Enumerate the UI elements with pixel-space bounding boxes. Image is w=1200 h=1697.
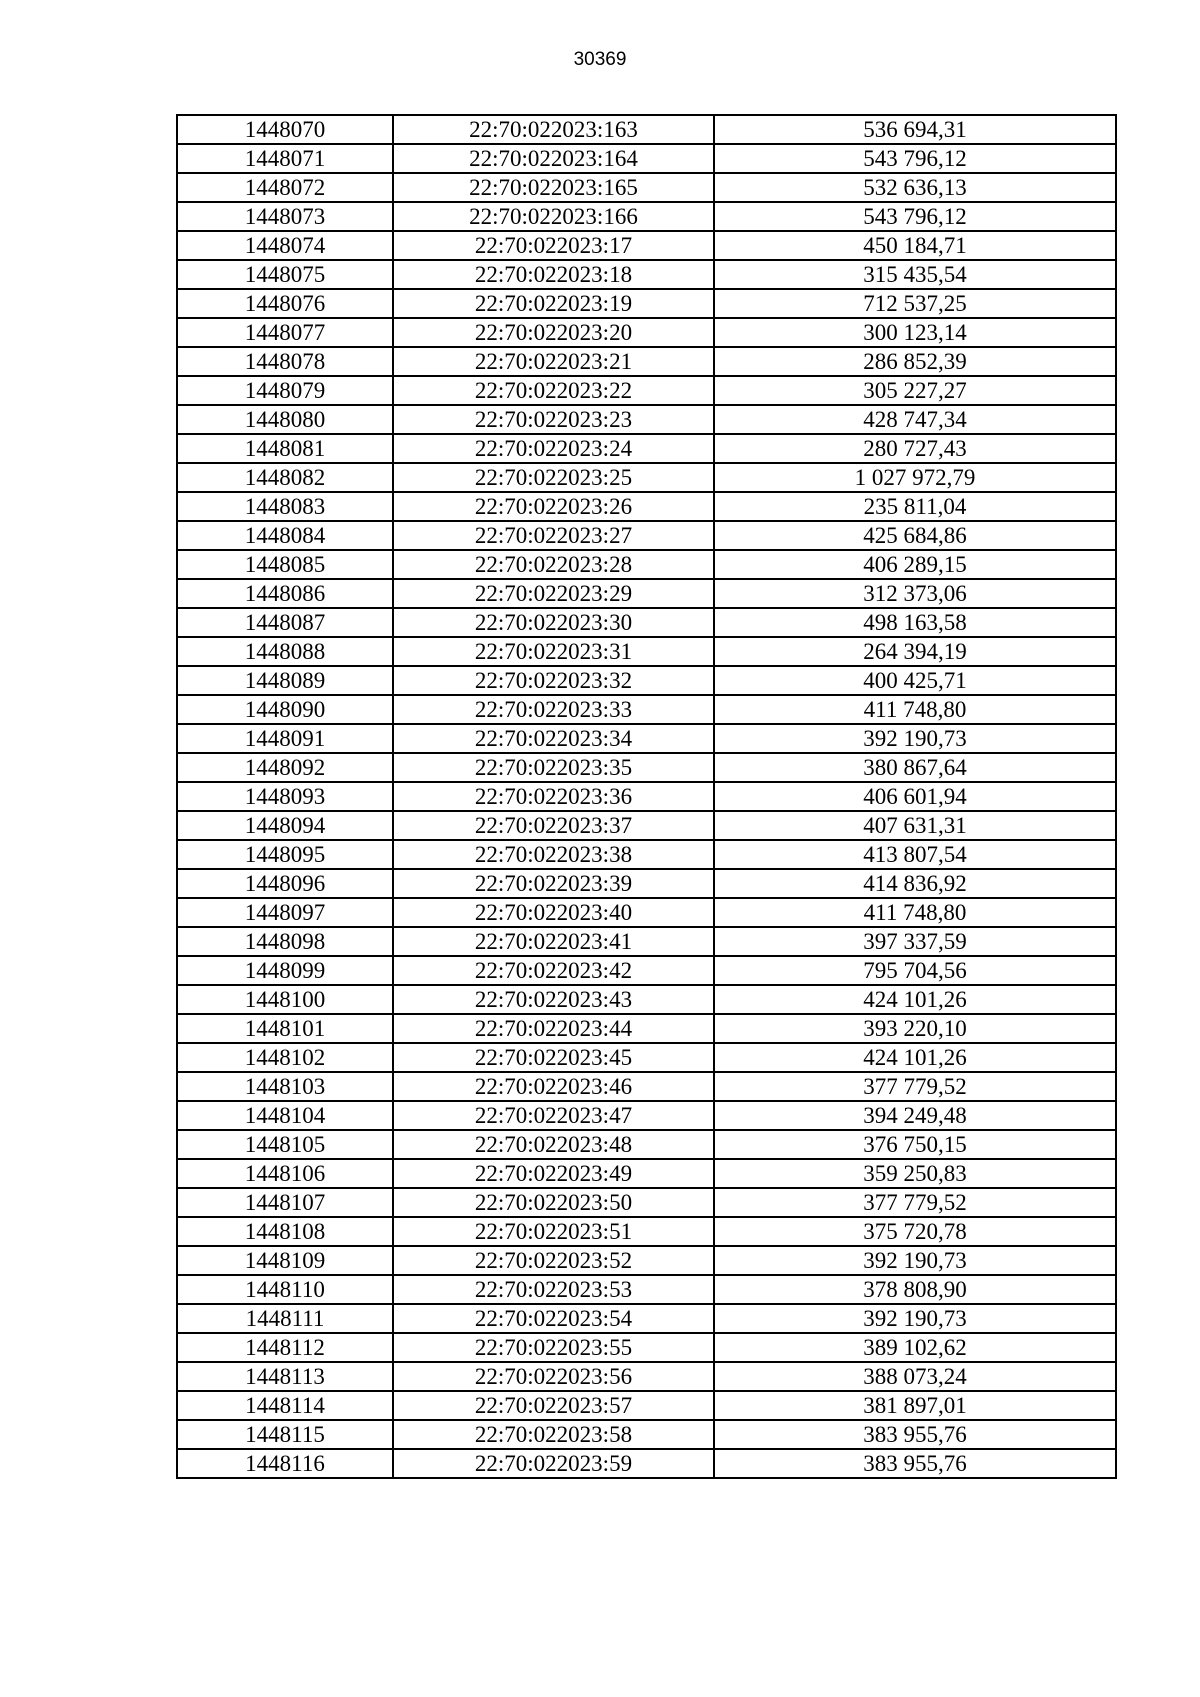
table-row [177,492,1116,521]
cadastral-number-cell: 22:70:022023:37 [393,811,714,840]
table-row [177,1246,1116,1275]
table-row [177,608,1116,637]
table-row [177,724,1116,753]
cadastral-number-cell: 22:70:022023:56 [393,1362,714,1391]
cadastral-number-cell: 22:70:022023:38 [393,840,714,869]
cadastral-number-cell: 22:70:022023:27 [393,521,714,550]
cadastral-number-cell: 22:70:022023:25 [393,463,714,492]
cadastral-value-cell: 235 811,04 [714,492,1116,521]
cadastral-number-cell: 22:70:022023:30 [393,608,714,637]
record-number-cell: 1448078 [177,347,393,376]
cadastral-value-cell: 428 747,34 [714,405,1116,434]
record-number-cell: 1448081 [177,434,393,463]
cadastral-number-cell: 22:70:022023:50 [393,1188,714,1217]
cadastral-number-cell: 22:70:022023:32 [393,666,714,695]
cadastral-number-cell: 22:70:022023:35 [393,753,714,782]
cadastral-value-cell: 1 027 972,79 [714,463,1116,492]
record-number-cell: 1448082 [177,463,393,492]
cadastral-value-cell: 377 779,52 [714,1188,1116,1217]
record-number-cell: 1448110 [177,1275,393,1304]
table-row [177,1217,1116,1246]
record-number-cell: 1448070 [177,115,393,144]
cadastral-value-cell: 392 190,73 [714,724,1116,753]
cadastral-number-cell: 22:70:022023:22 [393,376,714,405]
record-number-cell: 1448104 [177,1101,393,1130]
cadastral-number-cell: 22:70:022023:46 [393,1072,714,1101]
table-row [177,521,1116,550]
cadastral-number-cell: 22:70:022023:26 [393,492,714,521]
table-row [177,1391,1116,1420]
record-number-cell: 1448098 [177,927,393,956]
cadastral-number-cell: 22:70:022023:58 [393,1420,714,1449]
cadastral-value-cell: 532 636,13 [714,173,1116,202]
cadastral-value-cell: 359 250,83 [714,1159,1116,1188]
cadastral-value-cell: 406 289,15 [714,550,1116,579]
cadastral-value-cell: 392 190,73 [714,1246,1116,1275]
table-row [177,550,1116,579]
cadastral-value-cell: 394 249,48 [714,1101,1116,1130]
table-row [177,347,1116,376]
record-number-cell: 1448089 [177,666,393,695]
table-body [177,115,1116,1478]
table-row [177,1130,1116,1159]
table-row [177,898,1116,927]
table-row [177,1333,1116,1362]
table-row [177,1101,1116,1130]
cadastral-value-cell: 424 101,26 [714,985,1116,1014]
record-number-cell: 1448108 [177,1217,393,1246]
cadastral-value-cell: 425 684,86 [714,521,1116,550]
table-row [177,260,1116,289]
cadastral-number-cell: 22:70:022023:18 [393,260,714,289]
record-number-cell: 1448087 [177,608,393,637]
record-number-cell: 1448096 [177,869,393,898]
record-number-cell: 1448113 [177,1362,393,1391]
cadastral-value-cell: 312 373,06 [714,579,1116,608]
cadastral-value-cell: 381 897,01 [714,1391,1116,1420]
table-row [177,1304,1116,1333]
cadastral-value-cell: 389 102,62 [714,1333,1116,1362]
record-number-cell: 1448107 [177,1188,393,1217]
table-row [177,173,1116,202]
table-row [177,753,1116,782]
record-number-cell: 1448086 [177,579,393,608]
table-row [177,637,1116,666]
record-number-cell: 1448071 [177,144,393,173]
table-row [177,434,1116,463]
record-number-cell: 1448109 [177,1246,393,1275]
record-number-cell: 1448077 [177,318,393,347]
table-row [177,289,1116,318]
cadastral-value-cell: 378 808,90 [714,1275,1116,1304]
record-number-cell: 1448112 [177,1333,393,1362]
table-row [177,463,1116,492]
cadastral-number-cell: 22:70:022023:49 [393,1159,714,1188]
cadastral-number-cell: 22:70:022023:19 [393,289,714,318]
cadastral-number-cell: 22:70:022023:54 [393,1304,714,1333]
cadastral-value-cell: 392 190,73 [714,1304,1116,1333]
cadastral-number-cell: 22:70:022023:166 [393,202,714,231]
cadastral-value-cell: 413 807,54 [714,840,1116,869]
cadastral-number-cell: 22:70:022023:39 [393,869,714,898]
cadastral-number-cell: 22:70:022023:164 [393,144,714,173]
cadastral-number-cell: 22:70:022023:23 [393,405,714,434]
record-number-cell: 1448100 [177,985,393,1014]
cadastral-value-cell: 264 394,19 [714,637,1116,666]
record-number-cell: 1448097 [177,898,393,927]
cadastral-value-cell: 375 720,78 [714,1217,1116,1246]
cadastral-value-cell: 543 796,12 [714,144,1116,173]
record-number-cell: 1448090 [177,695,393,724]
cadastral-number-cell: 22:70:022023:165 [393,173,714,202]
table-row [177,666,1116,695]
record-number-cell: 1448093 [177,782,393,811]
cadastral-value-cell: 498 163,58 [714,608,1116,637]
table-row [177,579,1116,608]
cadastral-number-cell: 22:70:022023:36 [393,782,714,811]
cadastral-number-cell: 22:70:022023:59 [393,1449,714,1478]
cadastral-number-cell: 22:70:022023:34 [393,724,714,753]
table-row [177,956,1116,985]
table-row [177,782,1116,811]
table-row [177,927,1116,956]
record-number-cell: 1448103 [177,1072,393,1101]
cadastral-value-cell: 300 123,14 [714,318,1116,347]
cadastral-value-cell: 376 750,15 [714,1130,1116,1159]
record-number-cell: 1448102 [177,1043,393,1072]
table-row [177,1014,1116,1043]
table-row [177,1420,1116,1449]
cadastral-number-cell: 22:70:022023:51 [393,1217,714,1246]
record-number-cell: 1448095 [177,840,393,869]
cadastral-value-cell: 536 694,31 [714,115,1116,144]
table-row [177,318,1116,347]
cadastral-value-cell: 383 955,76 [714,1420,1116,1449]
cadastral-value-cell: 388 073,24 [714,1362,1116,1391]
cadastral-number-cell: 22:70:022023:48 [393,1130,714,1159]
cadastral-number-cell: 22:70:022023:40 [393,898,714,927]
page-number: 30369 [573,49,627,70]
table-row [177,1275,1116,1304]
table-row [177,144,1116,173]
cadastral-value-cell: 411 748,80 [714,695,1116,724]
cadastral-value-cell: 712 537,25 [714,289,1116,318]
cadastral-value-cell: 406 601,94 [714,782,1116,811]
record-number-cell: 1448091 [177,724,393,753]
table-row [177,1449,1116,1478]
record-number-cell: 1448079 [177,376,393,405]
record-number-cell: 1448114 [177,1391,393,1420]
table-row [177,405,1116,434]
cadastral-number-cell: 22:70:022023:52 [393,1246,714,1275]
cadastral-value-cell: 280 727,43 [714,434,1116,463]
table-row [177,376,1116,405]
cadastral-number-cell: 22:70:022023:45 [393,1043,714,1072]
cadastral-value-table [176,114,1117,1479]
cadastral-number-cell: 22:70:022023:43 [393,985,714,1014]
cadastral-value-cell: 393 220,10 [714,1014,1116,1043]
cadastral-number-cell: 22:70:022023:42 [393,956,714,985]
record-number-cell: 1448106 [177,1159,393,1188]
cadastral-value-cell: 414 836,92 [714,869,1116,898]
cadastral-number-cell: 22:70:022023:28 [393,550,714,579]
table-row [177,811,1116,840]
cadastral-number-cell: 22:70:022023:47 [393,1101,714,1130]
cadastral-number-cell: 22:70:022023:21 [393,347,714,376]
table-row [177,115,1116,144]
record-number-cell: 1448076 [177,289,393,318]
table-row [177,869,1116,898]
record-number-cell: 1448072 [177,173,393,202]
record-number-cell: 1448073 [177,202,393,231]
record-number-cell: 1448074 [177,231,393,260]
cadastral-value-cell: 383 955,76 [714,1449,1116,1478]
cadastral-value-cell: 380 867,64 [714,753,1116,782]
cadastral-value-cell: 305 227,27 [714,376,1116,405]
record-number-cell: 1448115 [177,1420,393,1449]
table-row [177,840,1116,869]
table-row [177,1159,1116,1188]
record-number-cell: 1448094 [177,811,393,840]
table-row [177,695,1116,724]
record-number-cell: 1448111 [177,1304,393,1333]
record-number-cell: 1448075 [177,260,393,289]
cadastral-number-cell: 22:70:022023:29 [393,579,714,608]
cadastral-value-cell: 450 184,71 [714,231,1116,260]
cadastral-number-cell: 22:70:022023:53 [393,1275,714,1304]
cadastral-value-cell: 424 101,26 [714,1043,1116,1072]
record-number-cell: 1448101 [177,1014,393,1043]
cadastral-value-cell: 286 852,39 [714,347,1116,376]
cadastral-number-cell: 22:70:022023:57 [393,1391,714,1420]
table-row [177,985,1116,1014]
record-number-cell: 1448092 [177,753,393,782]
cadastral-number-cell: 22:70:022023:55 [393,1333,714,1362]
cadastral-number-cell: 22:70:022023:163 [393,115,714,144]
cadastral-value-cell: 397 337,59 [714,927,1116,956]
table-row [177,1043,1116,1072]
record-number-cell: 1448085 [177,550,393,579]
cadastral-number-cell: 22:70:022023:44 [393,1014,714,1043]
table-row [177,1362,1116,1391]
table-row [177,1072,1116,1101]
cadastral-value-cell: 411 748,80 [714,898,1116,927]
table-row [177,231,1116,260]
cadastral-value-cell: 543 796,12 [714,202,1116,231]
record-number-cell: 1448099 [177,956,393,985]
record-number-cell: 1448080 [177,405,393,434]
cadastral-value-cell: 407 631,31 [714,811,1116,840]
cadastral-value-cell: 400 425,71 [714,666,1116,695]
record-number-cell: 1448116 [177,1449,393,1478]
cadastral-value-cell: 795 704,56 [714,956,1116,985]
cadastral-number-cell: 22:70:022023:17 [393,231,714,260]
cadastral-number-cell: 22:70:022023:31 [393,637,714,666]
table-row [177,1188,1116,1217]
record-number-cell: 1448088 [177,637,393,666]
record-number-cell: 1448083 [177,492,393,521]
cadastral-value-cell: 315 435,54 [714,260,1116,289]
record-number-cell: 1448084 [177,521,393,550]
cadastral-value-cell: 377 779,52 [714,1072,1116,1101]
record-number-cell: 1448105 [177,1130,393,1159]
table-row [177,202,1116,231]
cadastral-number-cell: 22:70:022023:24 [393,434,714,463]
cadastral-number-cell: 22:70:022023:41 [393,927,714,956]
cadastral-number-cell: 22:70:022023:20 [393,318,714,347]
cadastral-number-cell: 22:70:022023:33 [393,695,714,724]
